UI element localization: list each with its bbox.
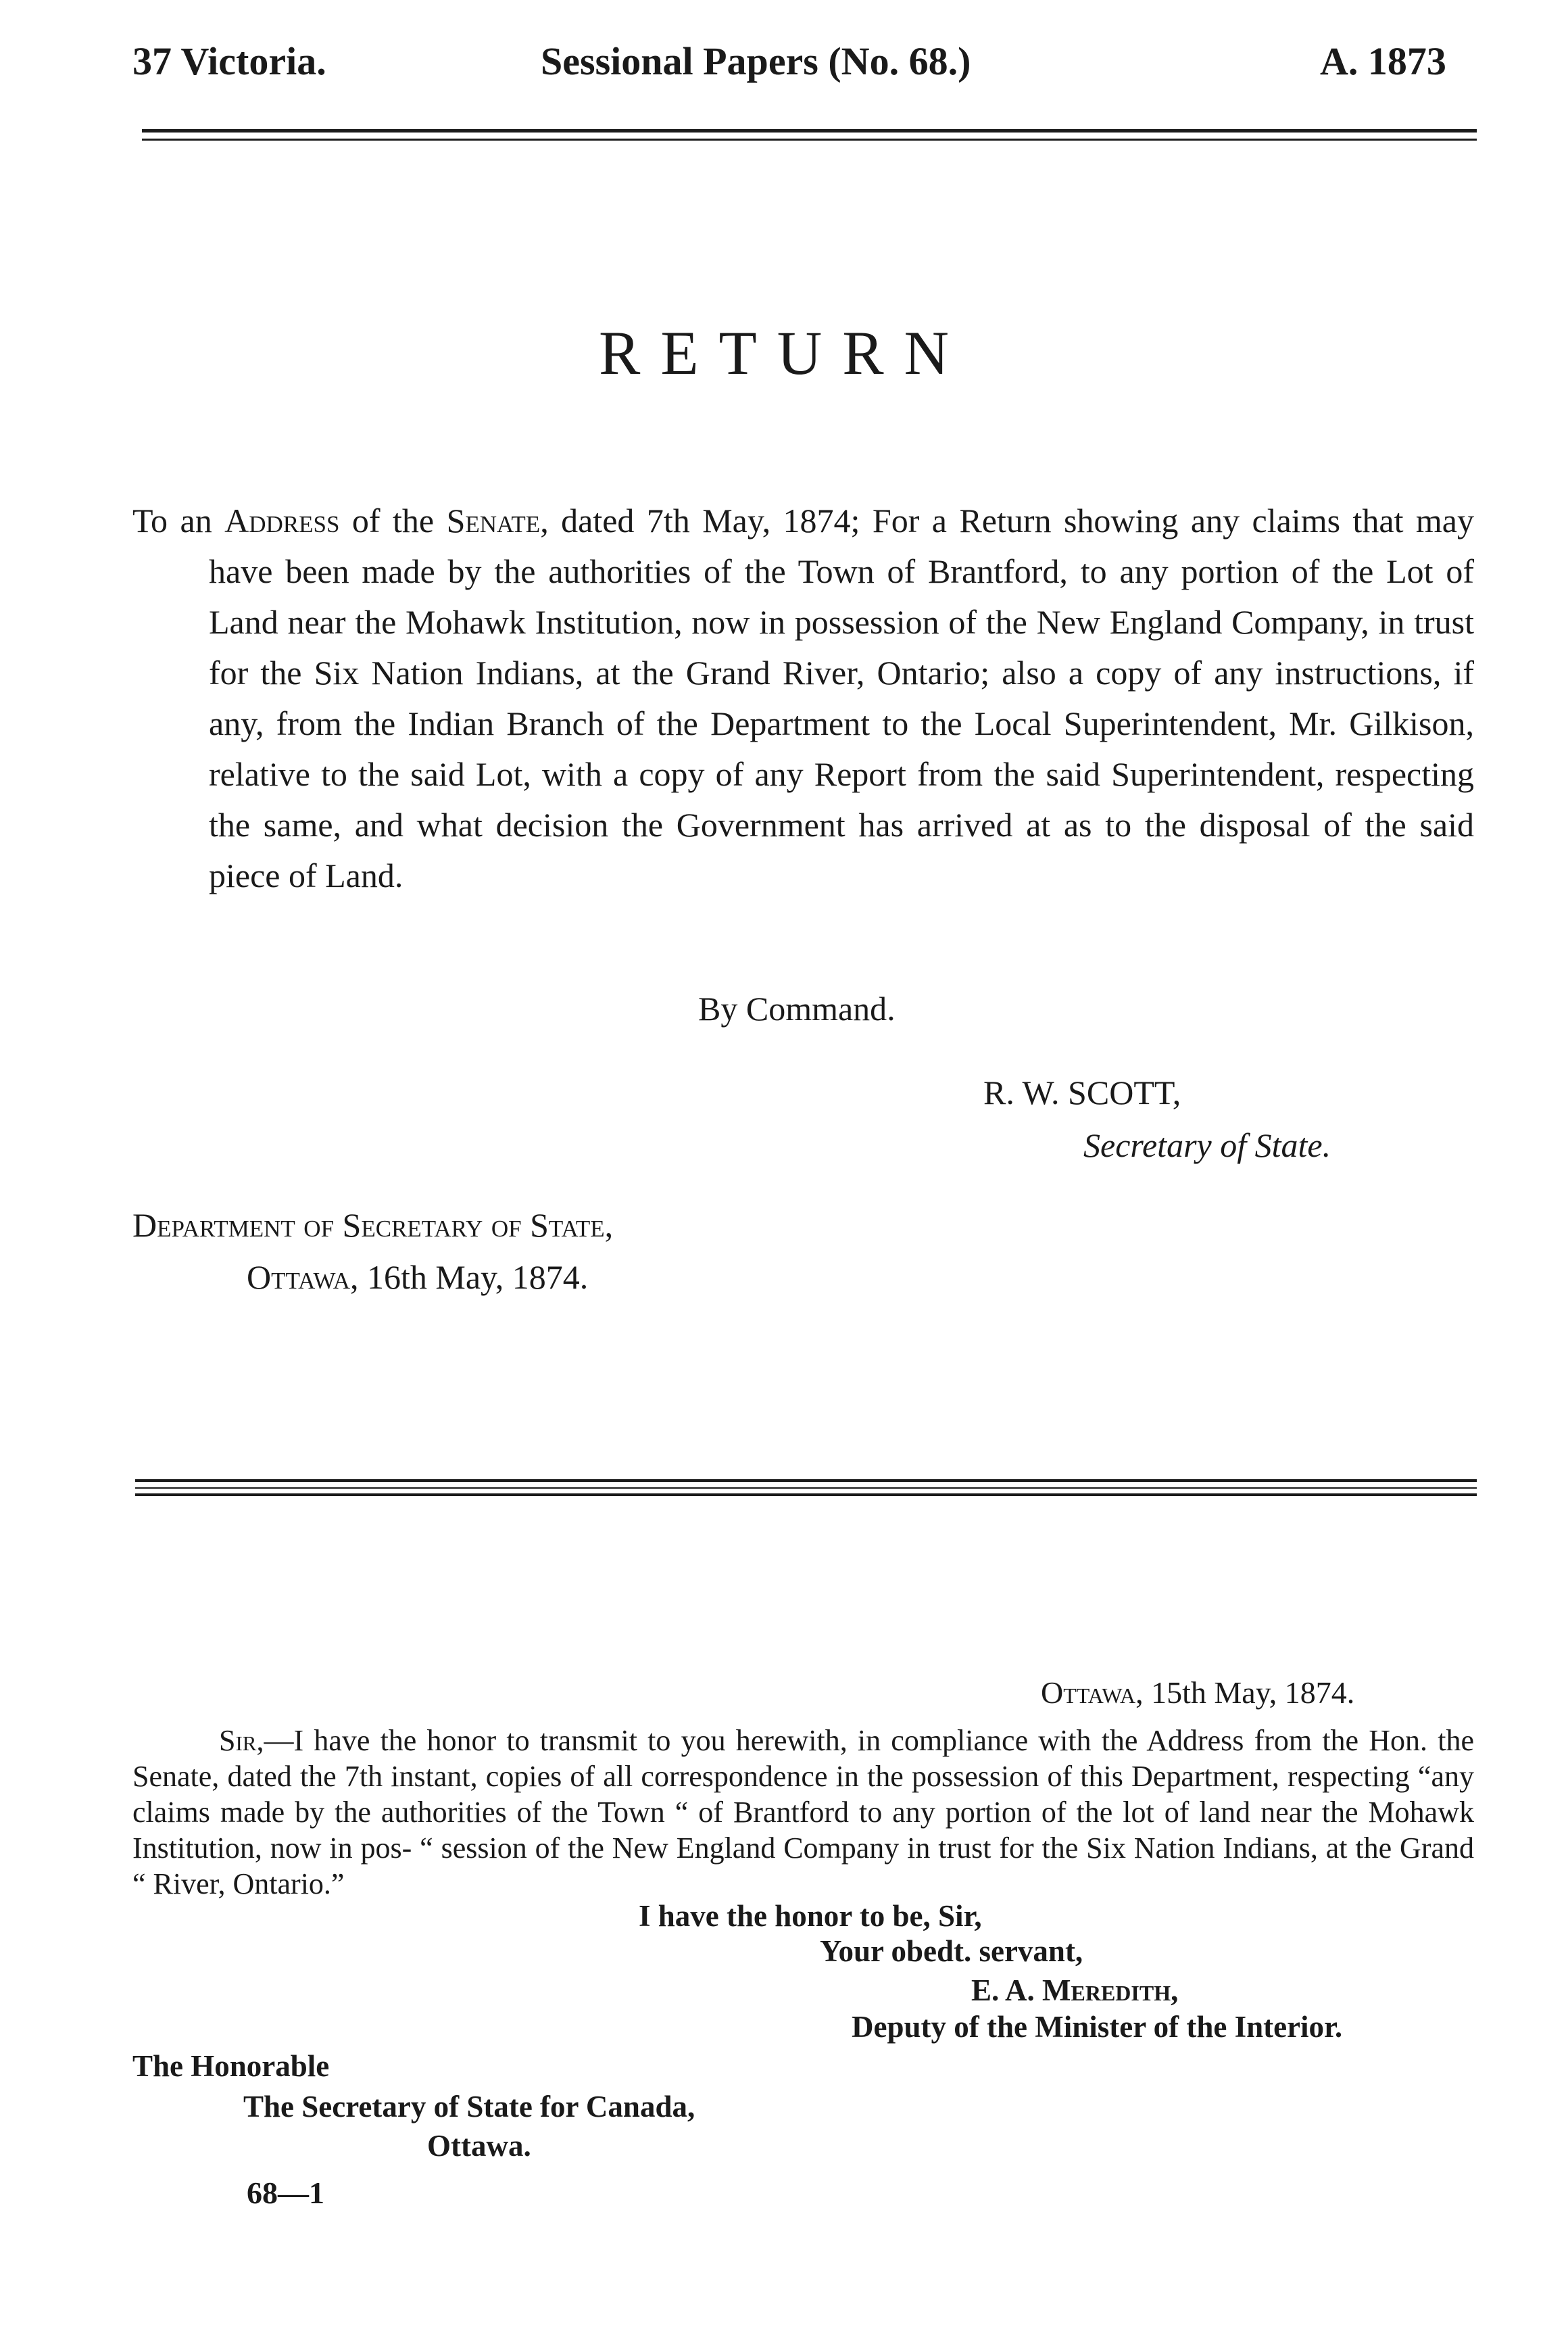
addressee-line3: Ottawa. xyxy=(427,2129,531,2163)
letter-paragraph: Sir,—I have the honor to transmit to you herewith, in compliance with the Address from the Hon. the Senate, dated the 7th instant, copies of all correspondence in the possession of this Department, respecting “any claims made by the authorities of the Town “ of Brantford to any portion of the lot of land near the Mohawk Institution, now in pos- “ session of the New England Company in trust for the Six Nation Indians, at the Grand “ River, Ontario.” xyxy=(132,1724,1474,1900)
address-text: To an Address of the Senate, dated 7th May, 1874; For a Return showing any claims that may have been made by the authorities of the Town of Brantford, to any portion of the Lot of Land near the Mohawk Institution, now in possession of the New England Company, in trust for the Six Nation Indians, at the Grand River, Ontario; also a copy of any instructions, if any, from the Indian Branch of the Department to the Local Superintendent, Mr. Gilkison, relative to the said Lot, with a copy of any Report from the said Superintendent, respecting the same, and what decision the Government has arrived at as to the disposal of the said piece of Land. xyxy=(132,502,1474,894)
department-name: Department of Secretary of State, xyxy=(132,1206,614,1244)
letter-closing-line2: Your obedt. servant, xyxy=(820,1934,1083,1968)
header-year: A. 1873 xyxy=(1320,39,1446,83)
letter-closing-line1: I have the honor to be, Sir, xyxy=(639,1899,982,1933)
separator-rule-middle xyxy=(135,1487,1477,1489)
page-folio: 68—1 xyxy=(247,2176,324,2210)
signatory-name: R. W. SCOTT, xyxy=(983,1074,1181,1111)
header-sessional-papers: Sessional Papers (No. 68.) xyxy=(541,39,971,83)
letter-signer: E. A. Meredith, xyxy=(971,1973,1179,2007)
header-session: 37 Victoria. xyxy=(132,39,326,83)
letter-salutation: Sir, xyxy=(219,1724,264,1757)
separator-rule-bottom xyxy=(135,1493,1477,1496)
by-command: By Command. xyxy=(698,990,896,1028)
addressee-line1: The Honorable xyxy=(132,2049,330,2083)
letter-body xyxy=(132,1723,1474,1902)
header-rule-top xyxy=(142,129,1477,133)
addressee-line2: The Secretary of State for Canada, xyxy=(243,2090,695,2123)
senate-address-paragraph xyxy=(132,496,1474,901)
letter-date: Ottawa, 15th May, 1874. xyxy=(1041,1675,1355,1710)
document-title: RETURN xyxy=(599,318,969,387)
signatory-title: Secretary of State. xyxy=(1083,1126,1331,1164)
department-date: Ottawa, 16th May, 1874. xyxy=(247,1258,589,1296)
header-rule-bottom xyxy=(142,139,1477,141)
letter-signer-title: Deputy of the Minister of the Interior. xyxy=(852,2010,1343,2044)
separator-rule-top xyxy=(135,1479,1477,1482)
